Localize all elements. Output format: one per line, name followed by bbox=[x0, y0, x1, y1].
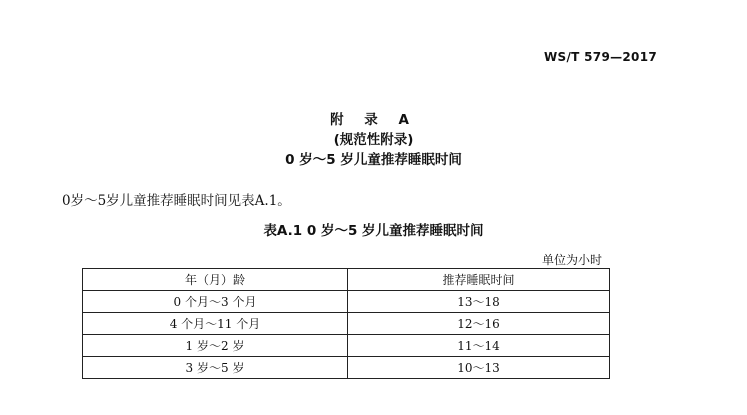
table-caption: 表A.1 0 岁～5 岁儿童推荐睡眠时间 bbox=[263, 223, 484, 239]
table-header-row bbox=[83, 269, 610, 291]
appendix-type: (规范性附录) bbox=[333, 132, 414, 148]
table-row bbox=[83, 291, 610, 313]
sleep-time-cell: 12～16 bbox=[348, 313, 610, 335]
age-cell: 4 个月～11 个月 bbox=[83, 313, 348, 335]
table-row bbox=[83, 313, 610, 335]
sleep-time-table bbox=[82, 268, 610, 379]
sleep-time-cell: 13～18 bbox=[348, 291, 610, 313]
age-cell: 0 个月～3 个月 bbox=[83, 291, 348, 313]
sleep-time-cell: 11～14 bbox=[348, 335, 610, 357]
age-cell: 3 岁～5 岁 bbox=[83, 357, 348, 379]
sleep-time-cell: 10～13 bbox=[348, 357, 610, 379]
intro-paragraph: 0岁～5岁儿童推荐睡眠时间见表A.1。 bbox=[62, 193, 291, 209]
header-sleep-time: 推荐睡眠时间 bbox=[348, 269, 610, 291]
table-row bbox=[83, 335, 610, 357]
header-age: 年（月）龄 bbox=[83, 269, 348, 291]
standard-number: WS/T 579—2017 bbox=[544, 50, 657, 64]
table-unit-note: 单位为小时 bbox=[542, 253, 603, 267]
age-cell: 1 岁～2 岁 bbox=[83, 335, 348, 357]
appendix-title: 附 录 A bbox=[330, 112, 417, 128]
appendix-subject: 0 岁～5 岁儿童推荐睡眠时间 bbox=[285, 152, 462, 168]
table-row bbox=[83, 357, 610, 379]
